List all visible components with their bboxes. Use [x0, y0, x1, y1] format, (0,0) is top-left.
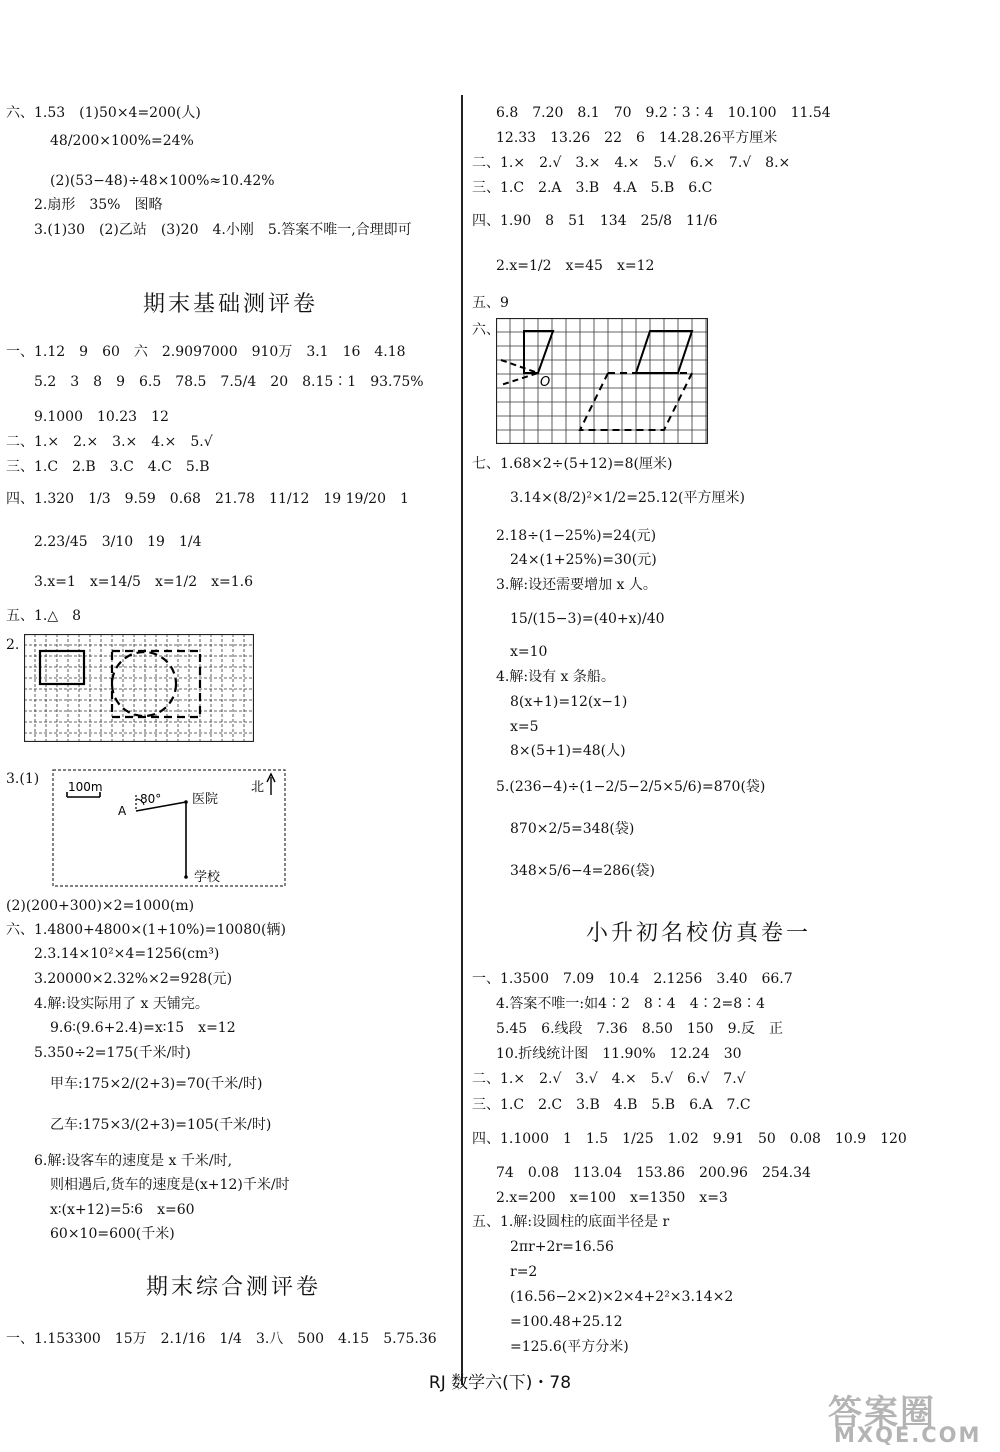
answer-line: 六、1.53 (1)50×4=200(人): [6, 105, 201, 121]
answer-line: (2)(53−48)÷48×100%≈10.42%: [50, 173, 275, 189]
answer-line: 74 0.08 113.04 153.86 200.96 254.34: [496, 1165, 811, 1181]
answer-line: 则相遇后,货车的速度是(x+12)千米/时: [50, 1177, 290, 1193]
north-label: 北: [251, 780, 265, 795]
answer-line: 2.扇形 35% 图略: [34, 197, 163, 213]
grid-figure-right: [496, 318, 708, 444]
answer-line: 2.: [6, 637, 20, 653]
answer-line: x=10: [510, 644, 548, 660]
column-divider: [461, 95, 463, 1385]
answer-line: (16.56−2×2)×2×4+2²×3.14×2: [510, 1289, 734, 1305]
answer-line: 4.答案不唯一:如4∶2 8∶4 4∶2=8∶4: [496, 996, 766, 1012]
answer-line: 六、1.4800+4800×(1+10%)=10080(辆): [6, 922, 286, 938]
scale-label: 100m: [68, 780, 103, 794]
answer-line: x∶(x+12)=5∶6 x=60: [50, 1202, 195, 1218]
answer-line: 3.x=1 x=14/5 x=1/2 x=1.6: [34, 574, 254, 590]
answer-line: 5.45 6.线段 7.36 8.50 150 9.反 正: [496, 1021, 783, 1037]
answer-line: 15/(15−3)=(40+x)/40: [510, 611, 665, 627]
answer-line: 5.350÷2=175(千米/时): [34, 1045, 191, 1061]
answer-line: 60×10=600(千米): [50, 1226, 175, 1242]
answer-line: 4.解:设实际用了 x 天铺完。: [34, 996, 209, 1012]
answer-line: 9.1000 10.23 12: [34, 409, 169, 425]
answer-line: 3.解:设还需要增加 x 人。: [496, 577, 657, 593]
section-title: 小升初名校仿真卷一: [586, 921, 812, 946]
watermark-logo: [828, 1385, 996, 1449]
answer-line: 6.解:设客车的速度是 x 千米/时,: [34, 1153, 233, 1169]
answer-line: 三、1.C 2.A 3.B 4.A 5.B 6.C: [472, 180, 713, 196]
answer-line: 12.33 13.26 22 6 14.28.26平方厘米: [496, 130, 778, 146]
answer-line: 870×2/5=348(袋): [510, 821, 635, 837]
answer-line: 10.折线统计图 11.90% 12.24 30: [496, 1046, 742, 1062]
answer-line: 8(x+1)=12(x−1): [510, 694, 628, 710]
route-map: [52, 769, 286, 887]
answer-line: 3.(1): [6, 771, 40, 787]
point-a-label: A: [118, 804, 127, 818]
answer-line: =125.6(平方分米): [510, 1339, 629, 1355]
answer-line: x=5: [510, 719, 539, 735]
answer-line: 五、1.解:设圆柱的底面半径是 r: [472, 1214, 670, 1230]
answer-line: 甲车:175×2/(2+3)=70(千米/时): [50, 1076, 263, 1092]
answer-line: 6.8 7.20 8.1 70 9.2∶3∶4 10.100 11.54: [496, 105, 831, 121]
answer-line: r=2: [510, 1264, 538, 1280]
answer-line: 四、1.1000 1 1.5 1/25 1.02 9.91 50 0.08 10.9 120: [472, 1131, 907, 1147]
answer-line: (2)(200+300)×2=1000(m): [6, 898, 195, 914]
watermark-url: MXQE.COM: [834, 1423, 982, 1447]
page-footer: RJ 数学六(下)・78: [428, 1373, 572, 1393]
answer-line: 48/200×100%=24%: [50, 133, 194, 149]
answer-line: 348×5/6−4=286(袋): [510, 863, 655, 879]
answer-line: 8×(5+1)=48(人): [510, 743, 626, 759]
trapezoid-shape: [524, 331, 553, 373]
answer-line: 5.(236−4)÷(1−2/5−2/5×5/6)=870(袋): [496, 779, 766, 795]
answer-line: 一、1.3500 7.09 10.4 2.1256 3.40 66.7: [472, 971, 793, 987]
answer-line: 5.2 3 8 9 6.5 78.5 7.5/4 20 8.15∶1 93.75%: [34, 374, 424, 390]
answer-line: 二、1.× 2.√ 3.√ 4.× 5.√ 6.√ 7.√: [472, 1071, 746, 1087]
center-point-label: O: [540, 375, 551, 390]
circle-shape: [112, 652, 176, 716]
answer-line: =100.48+25.12: [510, 1314, 623, 1330]
school-label: 学校: [194, 870, 221, 885]
answer-line: 2.18÷(1−25%)=24(元): [496, 528, 657, 544]
answer-line: 三、1.C 2.C 3.B 4.B 5.B 6.A 7.C: [472, 1097, 751, 1113]
answer-line: 六、: [472, 322, 500, 338]
answer-line: 2.23/45 3/10 19 1/4: [34, 534, 202, 550]
answer-line: 2.3.14×10²×4=1256(cm³): [34, 946, 220, 962]
answer-line: 4.解:设有 x 条船。: [496, 669, 615, 685]
answer-line: 3.14×(8/2)²×1/2=25.12(平方厘米): [510, 490, 745, 506]
answer-line: 2πr+2r=16.56: [510, 1239, 614, 1255]
answer-line: 一、1.12 9 60 六 2.9097000 910万 3.1 16 4.18: [6, 344, 406, 360]
answer-line: 四、1.90 8 51 134 25/8 11/6: [472, 213, 718, 229]
answer-line: 乙车:175×3/(2+3)=105(千米/时): [50, 1117, 272, 1133]
answer-line: 三、1.C 2.B 3.C 4.C 5.B: [6, 459, 210, 475]
answer-line: 2.x=200 x=100 x=1350 x=3: [496, 1190, 728, 1206]
hospital-label: 医院: [192, 792, 219, 807]
answer-line: 二、1.× 2.× 3.× 4.× 5.√: [6, 434, 213, 450]
answer-line: 二、1.× 2.√ 3.× 4.× 5.√ 6.× 7.√ 8.×: [472, 155, 791, 171]
answer-line: 3.20000×2.32%×2=928(元): [34, 971, 233, 987]
answer-line: 3.(1)30 (2)乙站 (3)20 4.小刚 5.答案不唯一,合理即可: [34, 222, 412, 238]
answer-line: 9.6∶(9.6+2.4)=x∶15 x=12: [50, 1020, 236, 1036]
grid-figure-left: [24, 634, 254, 742]
answer-line: 七、1.68×2÷(5+12)=8(厘米): [472, 456, 673, 472]
answer-line: 四、1.320 1/3 9.59 0.68 21.78 11/12 19 19/20 1: [6, 491, 409, 507]
answer-line: 2.x=1/2 x=45 x=12: [496, 258, 655, 274]
angle-label: 80°: [140, 792, 162, 806]
answer-line: 24×(1+25%)=30(元): [510, 552, 657, 568]
watermark-text: 答案圈: [828, 1393, 936, 1433]
answer-line: 五、1.△ 8: [6, 608, 82, 624]
section-title: 期末基础测评卷: [143, 292, 319, 317]
answer-line: 五、9: [472, 295, 509, 311]
answer-line: 一、1.153300 15万 2.1/16 1/4 3.八 500 4.15 5.75.36: [6, 1331, 437, 1347]
section-title: 期末综合测评卷: [146, 1275, 322, 1300]
